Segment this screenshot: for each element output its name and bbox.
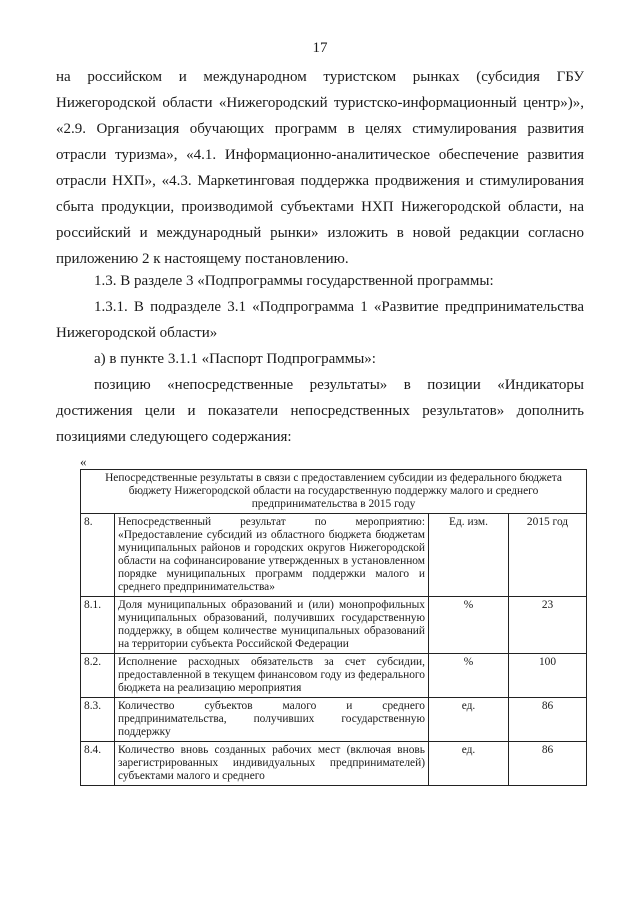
- row-unit: Ед. изм.: [429, 514, 509, 597]
- open-quote-mark: «: [80, 454, 87, 469]
- paragraph-position: [56, 372, 584, 450]
- paragraph-text: позицию «непосредственные результаты» в позиции «Индикаторы достижения цели и показатели непосредственных результатов» дополнить позициями следующего содержания:: [56, 377, 584, 445]
- row-number: 8.2.: [81, 654, 115, 698]
- row-number: 8.1.: [81, 597, 115, 654]
- paragraph-section-1-3: [56, 268, 584, 294]
- table-row: [81, 597, 587, 654]
- table-row: [81, 698, 587, 742]
- paragraph-text: 1.3. В разделе 3 «Подпрограммы государственной программы:: [94, 273, 494, 289]
- page-number: 17: [312, 40, 328, 56]
- table-row: [81, 742, 587, 786]
- row-value: 23: [509, 597, 587, 654]
- table-header-cell: Непосредственные результаты в связи с предоставлением субсидии из федерального бюджета бюджету Нижегородской области на государственную поддержку малого и среднего предпринимательства в 2015 году: [81, 470, 587, 514]
- row-description: Доля муниципальных образований и (или) монопрофильных муниципальных образований, получивших государственную поддержку, в общем количестве муниципальных образований на территории субъекта Российской Федерации: [115, 597, 429, 654]
- row-description: Количество вновь созданных рабочих мест (включая вновь зарегистрированных индивидуальных предпринимателей) субъектами малого и среднего: [115, 742, 429, 786]
- paragraph-intro: [56, 64, 584, 272]
- paragraph-item-a: [56, 346, 584, 372]
- row-unit: ед.: [429, 742, 509, 786]
- table-row: [81, 654, 587, 698]
- indicators-table: [80, 469, 587, 786]
- row-value: 2015 год: [509, 514, 587, 597]
- row-description: Количество субъектов малого и среднего предпринимательства, получивших государственную поддержку: [115, 698, 429, 742]
- paragraph-text: на российском и международном туристском рынках (субсидия ГБУ Нижегородской области «Нижегородский туристско-информационный центр»)», «2.9. Организация обучающих программ в целях стимулирования развития отрасли туризма», «4.1. Информационно-аналитическое обеспечение развития отрасли НХП», «4.3. Маркетинговая поддержка продвижения и стимулирования сбыта продукции, производимой субъектами НХП Нижегородской области, на российский и международный рынки» изложить в новой редакции согласно приложению 2 к настоящему постановлению.: [56, 69, 584, 267]
- row-unit: ед.: [429, 698, 509, 742]
- row-number: 8.: [81, 514, 115, 597]
- table-row: [81, 514, 587, 597]
- row-value: 100: [509, 654, 587, 698]
- row-description: Исполнение расходных обязательств за счет субсидии, предоставленной в текущем финансовом году из федерального бюджета на реализацию мероприятия: [115, 654, 429, 698]
- row-value: 86: [509, 698, 587, 742]
- row-unit: %: [429, 654, 509, 698]
- row-unit: %: [429, 597, 509, 654]
- paragraph-text: 1.3.1. В подразделе 3.1 «Подпрограмма 1 «Развитие предпринимательства Нижегородской области»: [56, 299, 584, 341]
- table-header-row: [81, 470, 587, 514]
- row-description: Непосредственный результат по мероприятию: «Предоставление субсидий из областного бюджета бюджетам муниципальных районов и городских округов Нижегородской области на софинансирование утвержденных в установленном порядке муниципальных программ поддержки малого и среднего предпринимательства»: [115, 514, 429, 597]
- row-number: 8.3.: [81, 698, 115, 742]
- paragraph-section-1-3-1: [56, 294, 584, 346]
- paragraph-text: а) в пункте 3.1.1 «Паспорт Подпрограммы»:: [94, 351, 376, 367]
- row-number: 8.4.: [81, 742, 115, 786]
- row-value: 86: [509, 742, 587, 786]
